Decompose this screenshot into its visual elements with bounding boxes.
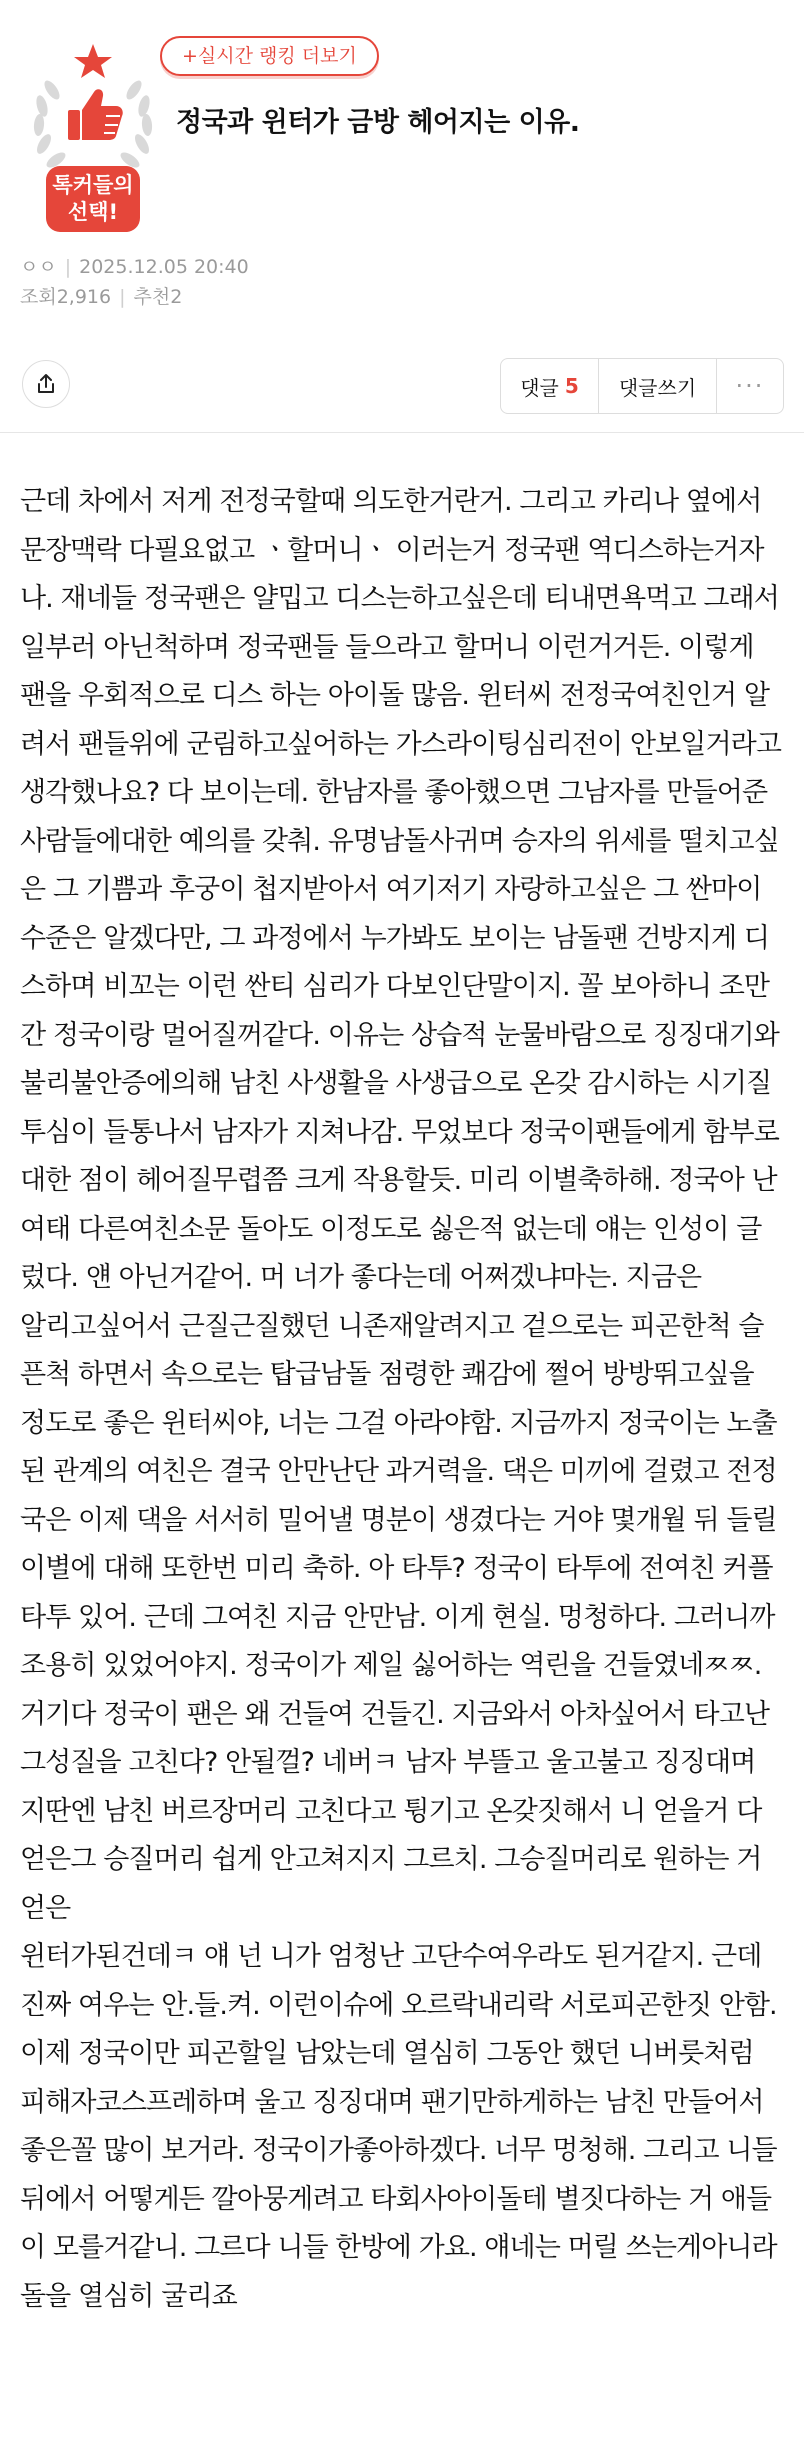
recommend-count: 2 [170, 286, 183, 308]
post-body [20, 478, 784, 2321]
thumbs-up-wreath-icon [18, 40, 168, 180]
badge-label-line1: 톡커들의 [52, 173, 134, 197]
meta-separator: | [119, 286, 126, 308]
post-header [0, 0, 804, 240]
comments-count: 5 [564, 374, 579, 398]
toker-choice-badge [18, 40, 168, 240]
recommend-label: 추천 [133, 286, 171, 308]
share-button[interactable] [22, 360, 70, 408]
star-icon [74, 44, 112, 78]
comments-label: 댓글 [520, 375, 559, 400]
comment-button-group [500, 358, 784, 414]
badge-label-line2: 선택! [67, 200, 119, 224]
realtime-ranking-button[interactable]: +실시간 랭킹 더보기 [160, 36, 379, 76]
author-name[interactable]: ㅇㅇ [20, 256, 57, 278]
meta-separator: | [64, 256, 72, 278]
post-date: 2025.12.05 20:40 [79, 256, 249, 278]
write-comment-button[interactable]: 댓글쓰기 [599, 359, 717, 413]
views-count: 2,916 [56, 286, 112, 308]
divider [0, 432, 804, 433]
comments-button[interactable] [501, 359, 599, 413]
post-paragraph: 윈터가된건데ㅋ 얘 넌 니가 엄청난 고단수여우라도 된거같지. 근데 진짜 여우는 안.들.켜. 이런이슈에 오르락내리락 서로피곤한짓 안함. 이제 정국이만 피곤할일 남았는데 열심히 그동안 했던 니버릇처럼 피해자코스프레하며 울고 징징대며 팬기만하게하는 남친 만들어서 좋은꼴 많이 보거라. 정국이가좋아하겠다. 너무 멍청해. 그리고 니들 뒤에서 어떻게든 깔아뭉게려고 타회사아이돌테 별짓다하는 거 애들이 모를거같니. 그르다 니들 한방에 가요. 얘네는 머릴 쓰는게아니라 돌을 열심히 굴리죠 [20, 1941, 777, 2312]
post-paragraph: 알리고싶어서 근질근질했던 니존재알려지고 겉으로는 피곤한척 슬픈척 하면서 속으로는 탑급남돌 점령한 쾌감에 쩔어 방방뛰고싶을 정도로 좋은 윈터씨야, 너는 그걸 아라야함. 지금까지 정국이는 노출된 관계의 여친은 결국 안만난단 과거력을. 댁은 미끼에 걸렸고 전정국은 이제 댁을 서서히 밀어낼 명분이 생겼다는 거야 몇개월 뒤 들릴 이별에 대해 또한번 미리 축하. 아 타투? 정국이 타투에 전여친 커플 타투 있어. 근데 그여친 지금 안만남. 이게 현실. 멍청하다. 그러니까 조용히 있었어야지. 정국이가 제일 싫어하는 역린을 건들였네ㅉㅉ. 거기다 정국이 팬은 왜 건들여 건들긴. 지금와서 아차싶어서 타고난 그성질을 고친다? 안될껄? 네버ㅋ 남자 부뜰고 울고불고 징징대며 지딴엔 남친 버르장머리 고친다고 튕기고 온갖짓해서 니 얻을거 다 얻은그 승질머리 쉽게 안고쳐지지 그르치. 그승질머리로 원하는 거 얻은 [20, 1310, 777, 1924]
post-paragraph: 근데 차에서 저게 전정국할때 의도한거란거. 그리고 카리나 옆에서 문장맥락 다필요없고 ㆍ할머니ㆍ 이러는거 정국팬 역디스하는거자나. 재네들 정국팬은 얄밉고 디스는하고싶은데 티내면욕먹고 그래서 일부러 아닌척하며 정국팬들 들으라고 할머니 이런거거든. 이렇게 팬을 우회적으로 디스 하는 아이돌 많음. 윈터씨 전정국여친인거 알려서 팬들위에 군림하고싶어하는 가스라이팅심리전이 안보일거라고 생각했나요? 다 보이는데. 한남자를 좋아했으면 그남자를 만들어준 사람들에대한 예의를 갖춰. 유명남돌사귀며 승자의 위세를 떨치고싶은 그 기쁨과 후궁이 첩지받아서 여기저기 자랑하고싶은 그 싼마이 수준은 알겠다만, 그 과정에서 누가봐도 보이는 남돌팬 건방지게 디스하며 비꼬는 이런 싼티 심리가 다보인단말이지. 꼴 보아하니 조만간 정국이랑 멀어질꺼같다. 이유는 상습적 눈물바람으로 징징대기와 불리불안증에의해 남친 사생활을 사생급으로 온갖 감시하는 시기질투심이 들통나서 남자가 지쳐나감. 무었보다 정국이팬들에게 함부로 대한 점이 헤어질무렵쯤 크게 작용할듯. 미리 이별축하해. 정국아 난 여태 다른여친소문 돌아도 이정도로 싫은적 없는데 얘는 인성이 글렀다. 얜 아닌거같어. 머 너가 좋다는데 어쩌겠냐마는. 지금은 [20, 486, 782, 1293]
badge-label [46, 166, 140, 232]
post-title: 정국과 윈터가 금방 헤어지는 이유. [176, 107, 580, 138]
post-meta [20, 252, 249, 312]
views-label: 조회 [20, 286, 57, 308]
share-icon [35, 373, 57, 395]
more-options-button[interactable]: ··· [735, 372, 765, 400]
post-actions [0, 350, 804, 420]
